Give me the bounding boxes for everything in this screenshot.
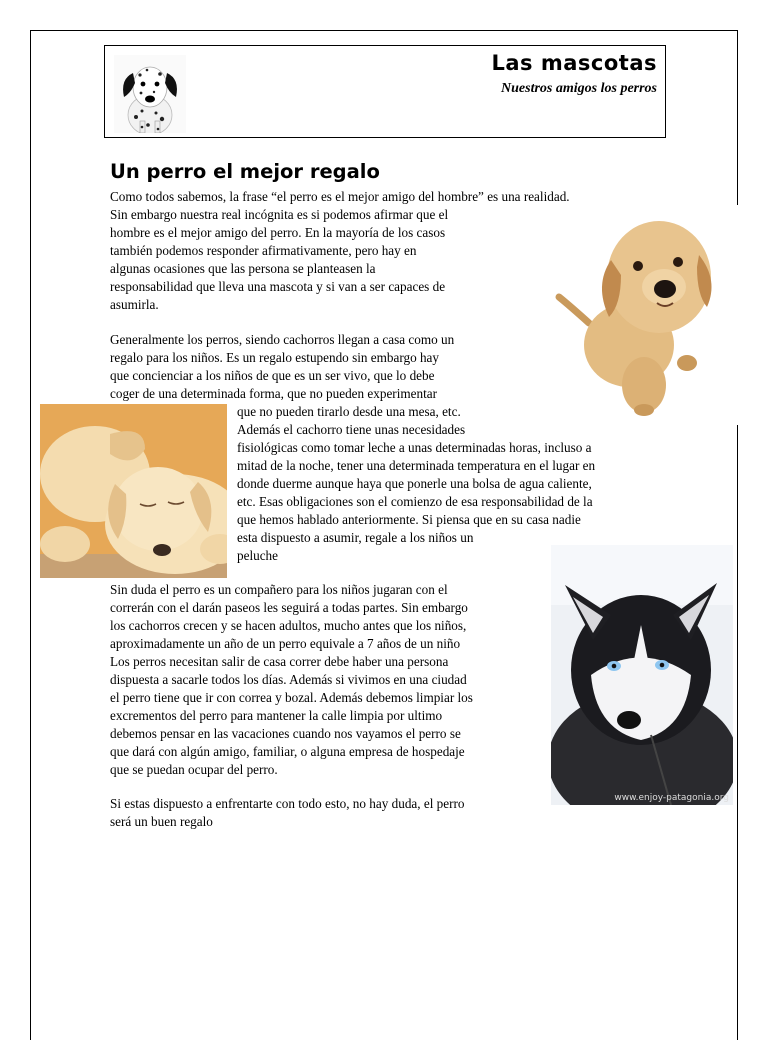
photo-credit: www.enjoy-patagonia.org xyxy=(614,793,729,803)
text-line: aproximadamente un año de un perro equivale a 7 años de un niño xyxy=(110,636,461,651)
header-subtitle: Nuestros amigos los perros xyxy=(501,81,657,96)
text-line: el perro tiene que ir con correa y bozal. Además debemos limpiar los xyxy=(110,690,473,705)
text-line: será un buen regalo xyxy=(110,814,213,829)
paragraph-1 xyxy=(110,188,570,314)
text-line: fisiológicas como tomar leche a unas determinadas horas, incluso a xyxy=(237,440,592,455)
text-line: Sin embargo nuestra real incógnita es si podemos afirmar que el xyxy=(110,207,449,222)
text-line: también podemos responder afirmativamente, pero hay en xyxy=(110,243,417,258)
text-line: esta dispuesto a asumir, regale a los niños un xyxy=(237,530,474,545)
paragraph-2-top xyxy=(110,331,454,403)
text-line: donde duerme aunque haya que ponerle una bolsa de agua caliente, xyxy=(237,476,592,491)
text-line: debemos pensar en las vacaciones cuando nos vayamos el perro se xyxy=(110,726,461,741)
header-title: Las mascotas xyxy=(491,51,657,75)
text-line: excrementos del perro para mantener la calle limpia por ultimo xyxy=(110,708,443,723)
text-line: que dará con algún amigo, familiar, o alguna empresa de hospedaje xyxy=(110,744,465,759)
text-line: Si estas dispuesto a enfrentarte con todo esto, no hay duda, el perro xyxy=(110,796,465,811)
text-line: Además el cachorro tiene unas necesidades xyxy=(237,422,466,437)
text-line: dispuesta a sacarle todos los días. Además si vivimos en una ciudad xyxy=(110,672,467,687)
text-line: Como todos sabemos, la frase “el perro es el mejor amigo del hombre” es una realidad. xyxy=(110,189,570,204)
text-line: responsabilidad que lleva una mascota y si van a ser capaces de xyxy=(110,279,446,294)
sleeping-puppies-photo xyxy=(40,404,227,578)
text-line: algunas ocasiones que las persona se planteasen la xyxy=(110,261,376,276)
text-line: que no pueden tirarlo desde una mesa, etc. xyxy=(237,404,461,419)
text-line: los cachorros crecen y se hacen adultos, mucho antes que los niños, xyxy=(110,618,467,633)
text-line: hombre es el mejor amigo del perro. En la mayoría de los casos xyxy=(110,225,446,240)
text-line: que concienciar a los niños de que es un ser vivo, que lo debe xyxy=(110,368,435,383)
paragraph-4 xyxy=(110,795,465,831)
text-line: que se puedan ocupar del perro. xyxy=(110,762,278,777)
text-line: Los perros necesitan salir de casa correr debe haber una persona xyxy=(110,654,449,669)
golden-puppy-photo xyxy=(549,205,738,425)
text-line: mitad de la noche, tener una determinada temperatura en el lugar en xyxy=(237,458,596,473)
text-line: peluche xyxy=(237,548,279,563)
text-line: etc. Esas obligaciones son el comienzo de esa responsabilidad de la xyxy=(237,494,593,509)
text-line: regalo para los niños. Es un regalo estupendo sin embargo hay xyxy=(110,350,439,365)
text-line: Generalmente los perros, siendo cachorros llegan a casa como un xyxy=(110,332,455,347)
text-line: Sin duda el perro es un compañero para los niños jugaran con el xyxy=(110,582,448,597)
dalmatian-logo xyxy=(114,55,186,133)
text-line: que hemos hablado anteriormente. Si piensa que en su casa nadie xyxy=(237,512,581,527)
article-title: Un perro el mejor regalo xyxy=(110,160,380,183)
paragraph-2-wrap xyxy=(237,403,595,565)
text-line: coger de una determinada forma, que no pueden experimentar xyxy=(110,386,437,401)
husky-photo xyxy=(551,545,733,805)
header-box xyxy=(104,45,666,138)
text-line: correrán con el darán paseos les seguirá a todas partes. Sin embargo xyxy=(110,600,468,615)
text-line: asumirla. xyxy=(110,297,159,312)
paragraph-3 xyxy=(110,581,473,779)
